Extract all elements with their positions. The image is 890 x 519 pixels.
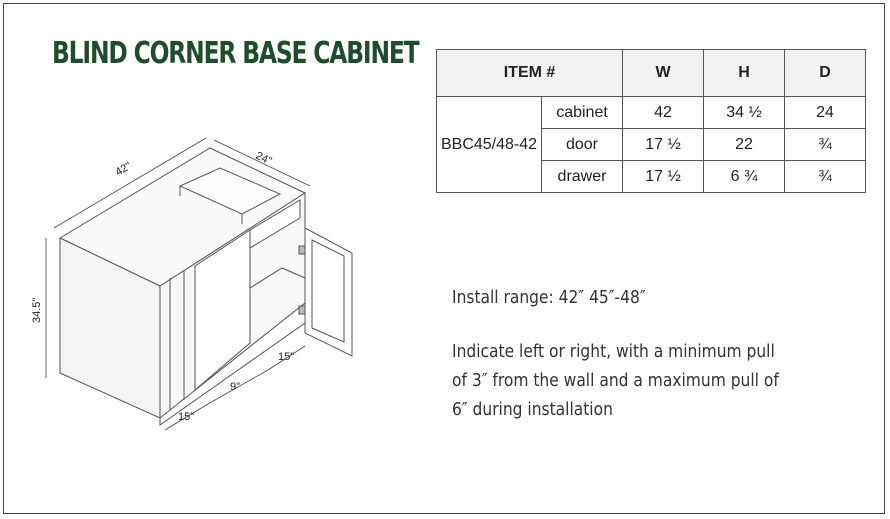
hinge-icon xyxy=(299,306,305,314)
w-cell: 17 ½ xyxy=(623,129,704,161)
header-w: W xyxy=(623,50,704,97)
header-d: D xyxy=(785,50,866,97)
dim-width: 42" xyxy=(113,160,134,179)
d-cell: 24 xyxy=(785,97,866,129)
instruction-line: of 3″ from the wall and a maximum pull of xyxy=(452,370,779,391)
dim-depth: 24" xyxy=(253,149,274,168)
instruction-line: 6″ during installation xyxy=(452,399,613,420)
header-item: ITEM # xyxy=(437,50,623,97)
dim-height: 34.5" xyxy=(31,297,43,323)
spec-table-header xyxy=(437,50,866,97)
h-cell: 6 ¾ xyxy=(704,161,785,193)
h-cell: 34 ½ xyxy=(704,97,785,129)
w-cell: 42 xyxy=(623,97,704,129)
part-cell: drawer xyxy=(542,161,623,193)
h-cell: 22 xyxy=(704,129,785,161)
dim-bottom-mid: 9" xyxy=(230,381,241,393)
spec-table xyxy=(436,49,866,193)
table-row xyxy=(437,97,866,129)
d-cell: ¾ xyxy=(785,129,866,161)
part-cell: door xyxy=(542,129,623,161)
dim-bottom-left: 15" xyxy=(178,411,195,423)
cabinet-drawing xyxy=(10,128,370,448)
d-cell: ¾ xyxy=(785,161,866,193)
dim-bottom-right: 15" xyxy=(278,351,295,363)
install-range-note: Install range: 42″ 45″-48″ xyxy=(452,287,646,308)
page-title: BLIND CORNER BASE CABINET xyxy=(52,36,419,71)
hinge-icon xyxy=(299,246,305,254)
installation-instructions xyxy=(452,337,779,424)
item-number: BBC45/48-42 xyxy=(437,97,542,193)
instruction-line: Indicate left or right, with a minimum pull xyxy=(452,341,775,362)
header-h: H xyxy=(704,50,785,97)
w-cell: 17 ½ xyxy=(623,161,704,193)
part-cell: cabinet xyxy=(542,97,623,129)
